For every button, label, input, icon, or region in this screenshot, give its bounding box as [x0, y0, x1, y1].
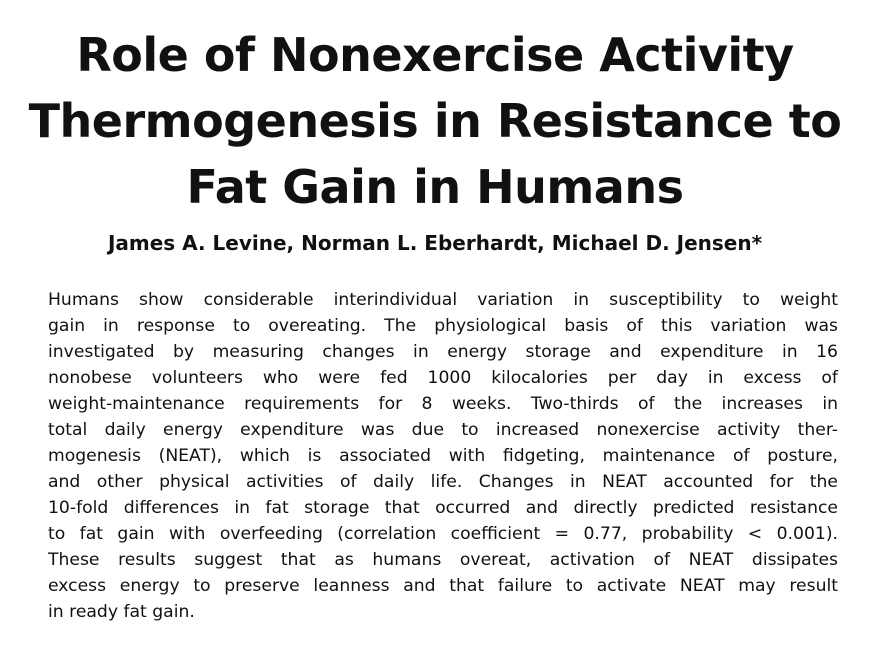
abstract-line: total daily energy expenditure was due to increased nonexercise activity ther-	[48, 420, 838, 440]
abstract-line: investigated by measuring changes in energy storage and expenditure in 16	[48, 342, 838, 362]
abstract-line: and other physical activities of daily life. Changes in NEAT accounted for the	[48, 472, 838, 492]
author-list: James A. Levine, Norman L. Eberhardt, Michael D. Jensen*	[107, 231, 763, 255]
abstract-line: Humans show considerable interindividual variation in susceptibility to weight	[48, 290, 838, 310]
abstract-line: These results suggest that as humans overeat, activation of NEAT dissipates	[48, 550, 838, 570]
abstract	[48, 287, 838, 625]
abstract-line: to fat gain with overfeeding (correlation coefficient = 0.77, probability < 0.001).	[48, 524, 838, 544]
abstract-line: weight-maintenance requirements for 8 weeks. Two-thirds of the increases in	[48, 394, 838, 414]
abstract-line: nonobese volunteers who were fed 1000 kilocalories per day in excess of	[48, 368, 838, 388]
title-line: Role of Nonexercise Activity	[76, 28, 794, 82]
abstract-line: in ready fat gain.	[48, 602, 195, 622]
paper-title	[20, 22, 850, 220]
abstract-line: excess energy to preserve leanness and that failure to activate NEAT may result	[48, 576, 838, 596]
abstract-line: gain in response to overeating. The physiological basis of this variation was	[48, 316, 838, 336]
abstract-line: 10-fold differences in fat storage that occurred and directly predicted resistance	[48, 498, 838, 518]
title-line: Fat Gain in Humans	[186, 160, 684, 214]
title-line: Thermogenesis in Resistance to	[28, 94, 842, 148]
abstract-line: mogenesis (NEAT), which is associated with fidgeting, maintenance of posture,	[48, 446, 838, 466]
